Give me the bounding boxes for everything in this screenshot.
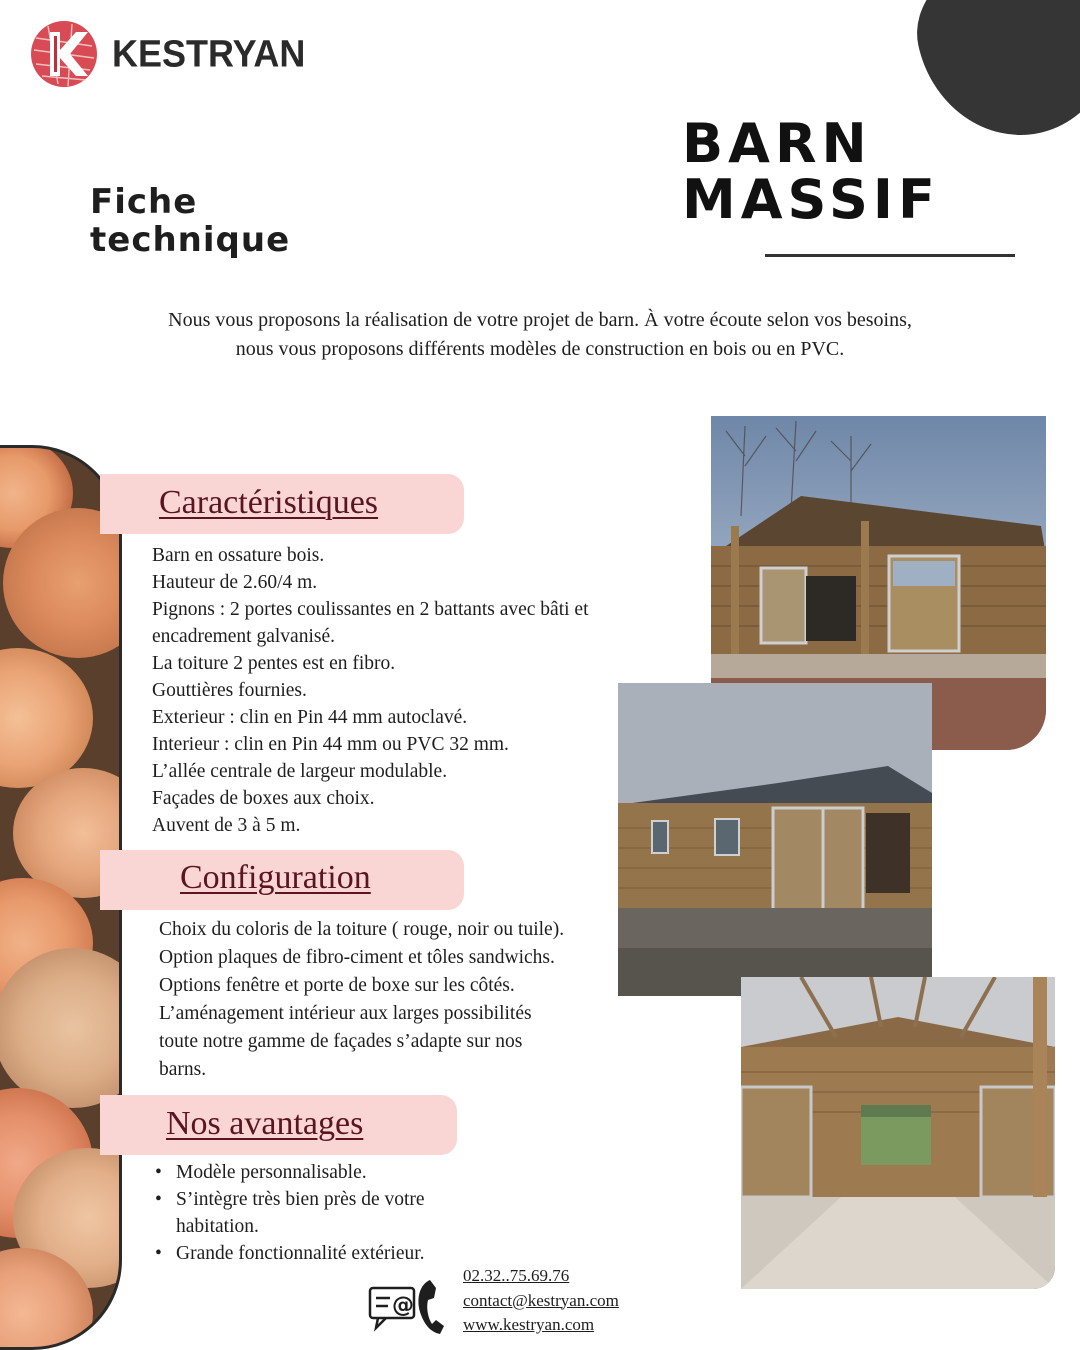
- list-item: Options fenêtre et porte de boxe sur les côtés.: [159, 975, 515, 996]
- logo-mark-icon: [28, 18, 100, 90]
- bullet-text: Grande fonctionnalité extérieur.: [176, 1243, 425, 1264]
- caracteristiques-list: [152, 542, 589, 839]
- list-item: [155, 1240, 425, 1267]
- list-item: Gouttières fournies.: [152, 680, 307, 701]
- website-link[interactable]: www.kestryan.com: [463, 1315, 595, 1334]
- list-item: encadrement galvanisé.: [152, 626, 335, 647]
- bullet-text: S’intègre très bien près de votre: [176, 1189, 425, 1210]
- list-item: Option plaques de fibro-ciment et tôles sandwichs.: [159, 947, 555, 968]
- fiche-line-1: Fiche: [90, 182, 198, 222]
- list-item: Hauteur de 2.60/4 m.: [152, 572, 318, 593]
- intro-paragraph: [60, 306, 1020, 364]
- list-item: Auvent de 3 à 5 m.: [152, 815, 301, 836]
- barn-side-photo: [618, 683, 932, 996]
- list-item: [155, 1159, 425, 1186]
- section-title-caracteristiques: Caractéristiques: [159, 484, 379, 521]
- list-item: Façades de boxes aux choix.: [152, 788, 375, 809]
- intro-line-2: nous vous proposons différents modèles de construction en bois ou en PVC.: [235, 338, 845, 360]
- list-item: Barn en ossature bois.: [152, 545, 325, 566]
- brand-logo: [28, 18, 305, 90]
- bullet-text: Modèle personnalisable.: [176, 1162, 367, 1183]
- email-link[interactable]: contact@kestryan.com: [463, 1290, 619, 1310]
- svg-text:@: @: [392, 1293, 414, 1318]
- configuration-list: [159, 916, 564, 1084]
- section-title-configuration: Configuration: [180, 859, 371, 896]
- intro-line-1: Nous vous proposons la réalisation de votre projet de barn. À votre écoute selon vos besoins,: [168, 309, 912, 331]
- title-line-1: BARN: [682, 112, 872, 175]
- brand-name: KESTRYAN: [112, 31, 306, 75]
- fiche-line-2: technique: [90, 220, 291, 260]
- list-item: L’allée centrale de largeur modulable.: [152, 761, 448, 782]
- list-item: Exterieur : clin en Pin 44 mm autoclavé.: [152, 707, 468, 728]
- list-item: La toiture 2 pentes est en fibro.: [152, 653, 396, 674]
- title-line-2: MASSIF: [682, 168, 940, 231]
- document-subtitle: [90, 183, 290, 259]
- section-header-caracteristiques: [100, 474, 464, 534]
- contact-email-phone-icon: [368, 1276, 448, 1336]
- title-underline: [765, 254, 1015, 257]
- page-title: [682, 112, 940, 231]
- section-header-avantages: [100, 1095, 457, 1155]
- list-item: L’aménagement intérieur aux larges possibilités: [159, 1003, 532, 1024]
- section-title-avantages: Nos avantages: [166, 1105, 364, 1142]
- list-item: toute notre gamme de façades s’adapte sur nos: [159, 1031, 523, 1052]
- phone-link[interactable]: 02.32..75.69.76: [463, 1266, 570, 1285]
- bullet-text-continued: habitation.: [176, 1216, 259, 1237]
- list-item: barns.: [159, 1059, 207, 1080]
- contact-info: [463, 1264, 619, 1338]
- avantages-list: [155, 1159, 425, 1267]
- list-item: Interieur : clin en Pin 44 mm ou PVC 32 mm.: [152, 734, 509, 755]
- barn-interior-photo: [741, 977, 1055, 1289]
- section-header-configuration: [100, 850, 464, 910]
- list-item: Pignons : 2 portes coulissantes en 2 battants avec bâti et: [152, 599, 589, 620]
- list-item: [155, 1186, 425, 1240]
- list-item: Choix du coloris de la toiture ( rouge, noir ou tuile).: [159, 919, 565, 940]
